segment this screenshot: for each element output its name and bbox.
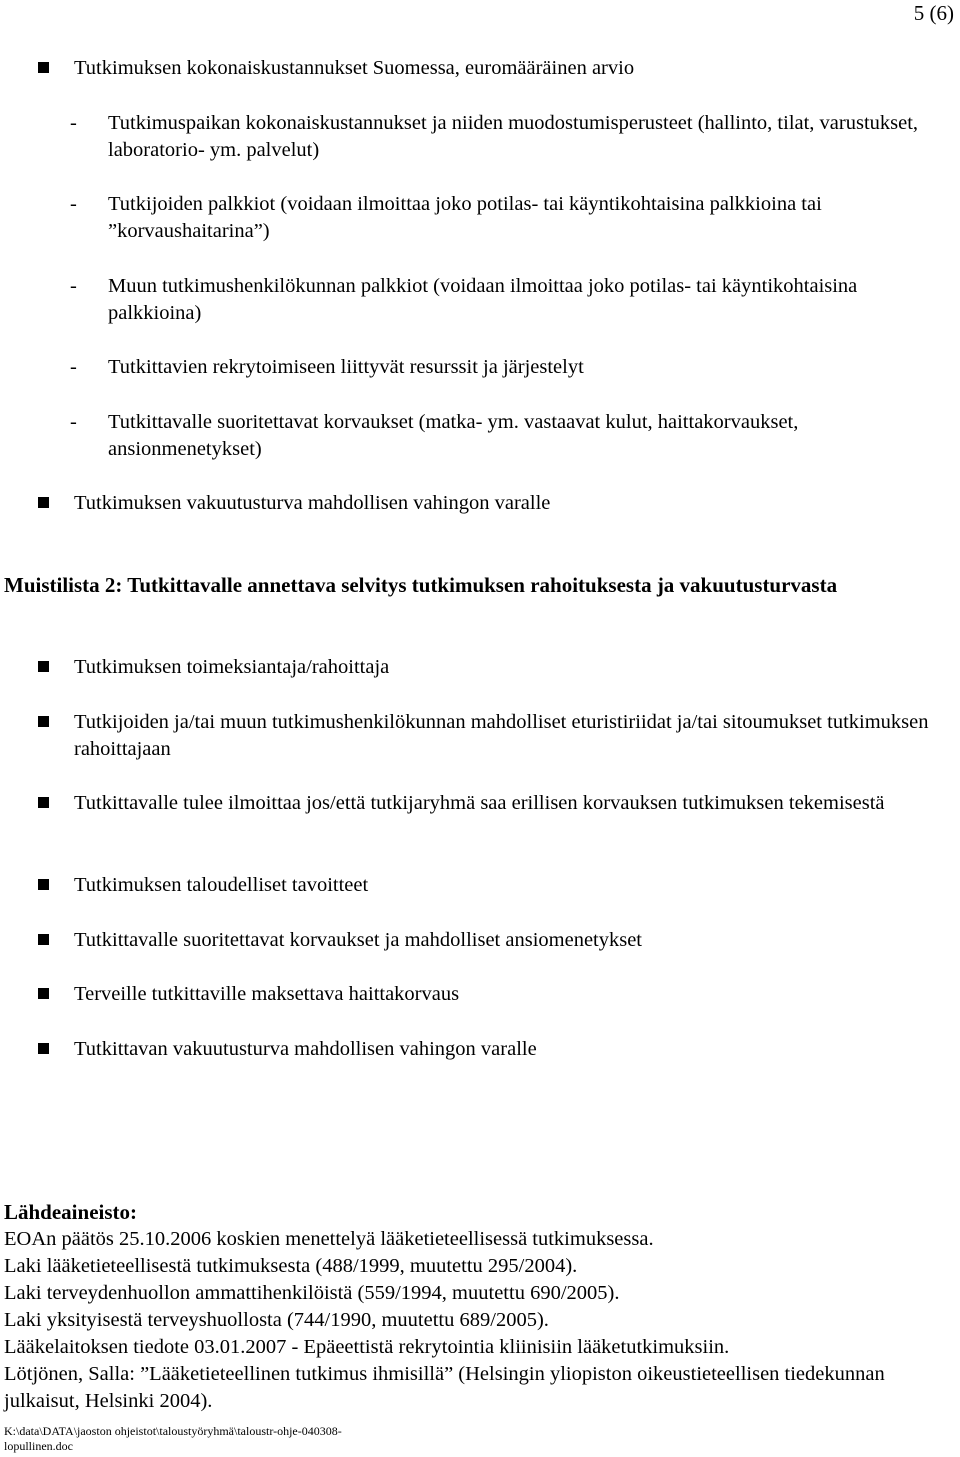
square-bullet-icon — [38, 797, 49, 808]
list-item-text: Tutkittavalle tulee ilmoittaa jos/että tutkijaryhmä saa erillisen korvauksen tutkimuksen tekemisestä — [74, 792, 885, 814]
list-item-text: Terveille tutkittaville maksettava haittakorvaus — [74, 983, 460, 1005]
sources-title: Lähdeaineisto: — [4, 1200, 138, 1224]
dash-bullet-icon: - — [70, 275, 77, 297]
page-number: 5 (6) — [913, 1, 954, 25]
footer-file-path: K:\data\DATA\jaoston ohjeistot\taloustyöryhmä\taloustr-ohje-040308-lopullinen.doc — [4, 1424, 342, 1453]
list-item-text: Tutkimuspaikan kokonaiskustannukset ja niiden muodostumisperusteet (hallinto, tilat, varustukset, laboratorio- ym. palvelut) — [108, 112, 919, 161]
list-item-text: Tutkimuksen kokonaiskustannukset Suomessa, euromääräinen arvio — [74, 57, 635, 79]
source-line: Lötjönen, Salla: ”Lääketieteellinen tutkimus ihmisillä” (Helsingin yliopiston oikeustieteellisen tiedekunnan julkaisut, Helsinki 2004). — [4, 1363, 885, 1412]
square-bullet-icon — [38, 1043, 49, 1054]
list-item-text: Tutkimuksen toimeksiantaja/rahoittaja — [74, 656, 390, 678]
square-bullet-icon — [38, 988, 49, 999]
source-line: Laki yksityisestä terveyshuollosta (744/1990, muutettu 689/2005). — [4, 1309, 549, 1331]
square-bullet-icon — [38, 661, 49, 672]
list-item-text: Tutkijoiden ja/tai muun tutkimushenkilökunnan mahdolliset eturistiriidat ja/tai sitoumukset tutkimuksen rahoittajaan — [74, 711, 929, 760]
source-line: Laki terveydenhuollon ammattihenkilöistä (559/1994, muutettu 690/2005). — [4, 1282, 620, 1304]
list-item-text: Muun tutkimushenkilökunnan palkkiot (voidaan ilmoittaa joko potilas- tai käyntikohtaisina palkkioina) — [108, 275, 858, 324]
dash-bullet-icon: - — [70, 356, 77, 378]
list-item-text: Tutkittavalle suoritettavat korvaukset ja mahdolliset ansiomenetykset — [74, 929, 643, 951]
dash-bullet-icon: - — [70, 112, 77, 134]
source-line: Lääkelaitoksen tiedote 03.01.2007 - Epäeettistä rekrytointia kliinisiin lääketutkimuksiin. — [4, 1336, 730, 1358]
square-bullet-icon — [38, 497, 49, 508]
list-item-text: Tutkittavalle suoritettavat korvaukset (matka- ym. vastaavat kulut, haittakorvaukset, ansionmenetykset) — [108, 411, 799, 460]
square-bullet-icon — [38, 62, 49, 73]
square-bullet-icon — [38, 879, 49, 890]
list-item-text: Tutkijoiden palkkiot (voidaan ilmoittaa joko potilas- tai käyntikohtaisina palkkioina tai ”korvaushaitarina”) — [108, 193, 822, 242]
list-item-text: Tutkimuksen vakuutusturva mahdollisen vahingon varalle — [74, 492, 551, 514]
square-bullet-icon — [38, 934, 49, 945]
section-heading: Muistilista 2: Tutkittavalle annettava selvitys tutkimuksen rahoituksesta ja vakuutusturvasta — [4, 573, 838, 597]
source-line: Laki lääketieteellisestä tutkimuksesta (488/1999, muutettu 295/2004). — [4, 1255, 578, 1277]
dash-bullet-icon: - — [70, 411, 77, 433]
dash-bullet-icon: - — [70, 193, 77, 215]
square-bullet-icon — [38, 716, 49, 727]
list-item-text: Tutkittavien rekrytoimiseen liittyvät resurssit ja järjestelyt — [108, 356, 584, 378]
list-item-text: Tutkittavan vakuutusturva mahdollisen vahingon varalle — [74, 1038, 537, 1060]
list-item-text: Tutkimuksen taloudelliset tavoitteet — [74, 874, 369, 896]
source-line: EOAn päätös 25.10.2006 koskien menettelyä lääketieteellisessä tutkimuksessa. — [4, 1228, 654, 1250]
